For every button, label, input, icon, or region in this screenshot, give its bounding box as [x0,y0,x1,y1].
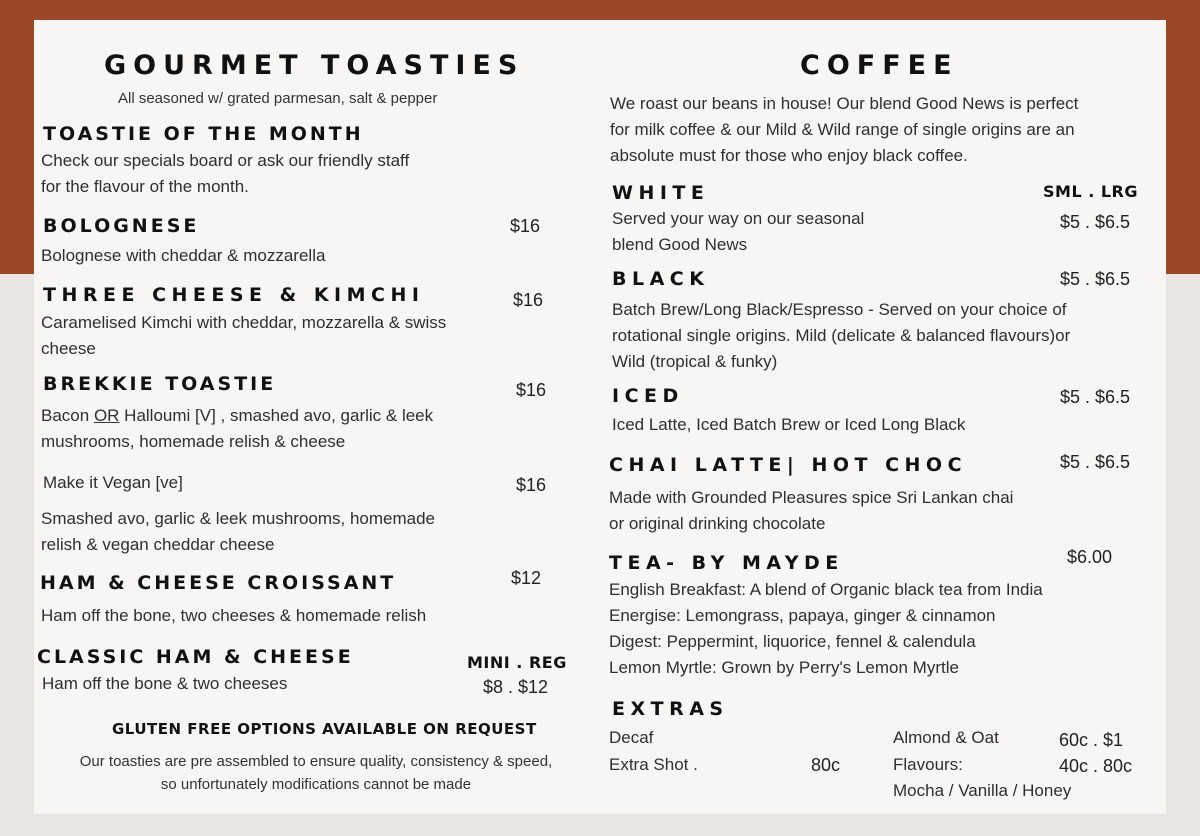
coffee-title: COFFEE [800,50,959,81]
item-desc-brekkie-2: mushrooms, homemade relish & cheese [41,432,346,451]
item-price-white: $5 . $6.5 [1060,212,1131,232]
extras-milk: Almond & Oat [893,728,999,747]
toasties-note-2: so unfortunately modifications cannot be made [160,776,472,793]
extras-flavour-list: Mocha / Vanilla / Honey [893,781,1072,800]
item-desc-vegan-1: Smashed avo, garlic & leek mushrooms, homemade [41,509,436,528]
toasties-note-1: Our toasties are pre assembled to ensure quality, consistency & speed, [79,753,553,770]
item-desc-brekkie-1: Bacon OR Halloumi [V] , smashed avo, garlic & leek [41,406,434,425]
item-desc-chai-2: or original drinking chocolate [609,514,826,533]
item-desc-black-1: Batch Brew/Long Black/Espresso - Served on your choice of [612,300,1067,319]
item-price-bolognese: $16 [510,216,541,236]
item-desc-toastie-of-month-2: for the flavour of the month. [41,177,249,196]
extras-decaf: Decaf [609,728,654,747]
item-desc-toastie-of-month-1: Check our specials board or ask our friendly staff [41,151,410,170]
menu-card [34,20,1166,814]
gluten-free-notice: GLUTEN FREE OPTIONS AVAILABLE ON REQUEST [112,720,537,738]
extras-extra-shot-price: 80c [811,755,841,775]
tea-digest: Digest: Peppermint, liquorice, fennel & calendula [609,632,976,651]
item-name-classic-ham: CLASSIC HAM & CHEESE [37,646,354,668]
item-desc-classic-ham: Ham off the bone & two cheeses [42,674,288,693]
item-price-three-cheese: $16 [513,290,544,310]
item-price-chai: $5 . $6.5 [1060,452,1131,472]
item-desc-white-1: Served your way on our seasonal [612,209,865,228]
item-name-chai: CHAI LATTE| HOT CHOC [609,454,968,476]
item-desc-black-2: rotational single origins. Mild (delicate & balanced flavours)or [612,326,1071,345]
tea-lemon-myrtle: Lemon Myrtle: Grown by Perry's Lemon Myrtle [609,658,959,677]
item-desc-black-3: Wild (tropical & funky) [612,352,778,371]
item-name-brekkie: BREKKIE TOASTIE [43,373,277,395]
item-name-tea: TEA- BY MAYDE [609,552,844,574]
item-desc-croissant: Ham off the bone, two cheeses & homemade relish [41,606,427,625]
item-name-iced: ICED [612,385,684,407]
item-price-black: $5 . $6.5 [1060,269,1131,289]
item-price-croissant: $12 [511,568,542,588]
item-name-croissant: HAM & CHEESE CROISSANT [40,572,397,594]
item-price-brekkie: $16 [516,380,547,400]
tea-english-breakfast: English Breakfast: A blend of Organic black tea from India [609,580,1043,599]
item-price-iced: $5 . $6.5 [1060,387,1131,407]
item-desc-iced: Iced Latte, Iced Batch Brew or Iced Long Black [612,415,966,434]
item-name-bolognese: BOLOGNESE [43,215,200,237]
item-desc-three-cheese-1: Caramelised Kimchi with cheddar, mozzarella & swiss [41,313,447,332]
coffee-size-header: SML . LRG [1043,182,1139,201]
extras-flavours: Flavours: [893,755,963,774]
item-price-vegan: $16 [516,475,547,495]
classic-ham-size-header: MINI . REG [467,653,567,672]
extras-milk-price: 60c . $1 [1059,730,1124,750]
coffee-intro-3: absolute must for those who enjoy black coffee. [610,146,968,165]
tea-energise: Energise: Lemongrass, papaya, ginger & cinnamon [609,606,996,625]
item-price-classic-ham: $8 . $12 [483,677,549,697]
item-name-white: WHITE [612,182,710,204]
item-desc-vegan-2: relish & vegan cheddar cheese [41,535,275,554]
item-name-toastie-of-month: TOASTIE OF THE MONTH [43,123,364,145]
toasties-subtitle: All seasoned w/ grated parmesan, salt & pepper [118,90,438,107]
coffee-intro-1: We roast our beans in house! Our blend Good News is perfect [610,94,1079,113]
item-name-vegan: Make it Vegan [ve] [43,473,183,492]
extras-title: EXTRAS [612,698,729,720]
extras-flavours-price: 40c . 80c [1059,756,1133,776]
extras-extra-shot: Extra Shot . [609,755,698,774]
item-desc-white-2: blend Good News [612,235,748,254]
item-price-tea: $6.00 [1067,547,1113,567]
toasties-title: GOURMET TOASTIES [104,50,525,81]
item-desc-chai-1: Made with Grounded Pleasures spice Sri Lankan chai [609,488,1014,507]
item-name-three-cheese: THREE CHEESE & KIMCHI [43,284,425,306]
item-desc-bolognese: Bolognese with cheddar & mozzarella [41,246,326,265]
coffee-intro-2: for milk coffee & our Mild & Wild range of single origins are an [610,120,1075,139]
item-name-black: BLACK [612,268,710,290]
item-desc-three-cheese-2: cheese [41,339,96,358]
